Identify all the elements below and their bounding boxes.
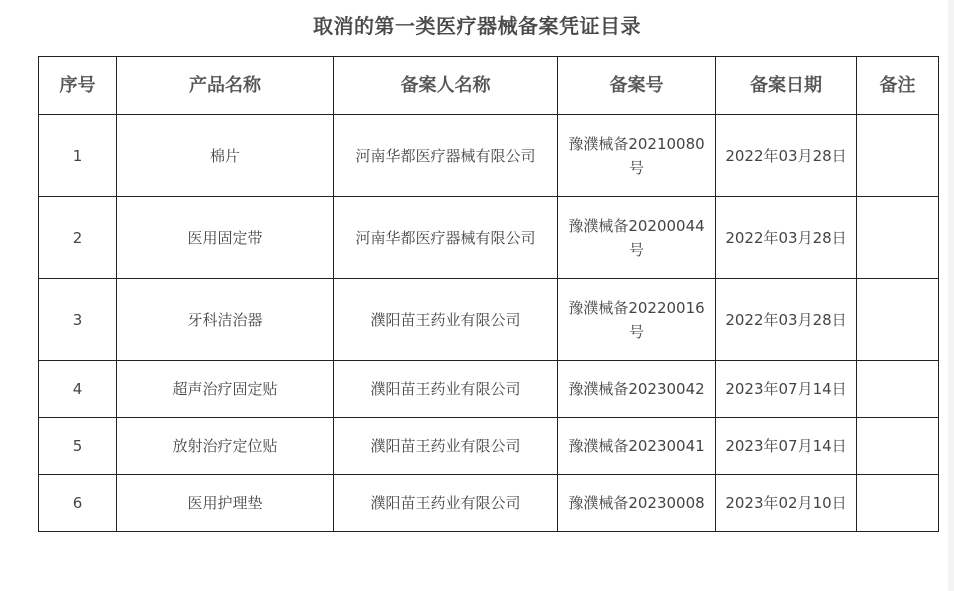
cell-filing-no: 豫濮械备20230042 <box>558 361 716 418</box>
cell-filing-date: 2022年03月28日 <box>716 197 857 279</box>
page-edge <box>948 0 954 591</box>
cell-filing-date: 2023年02月10日 <box>716 475 857 532</box>
table-row <box>39 418 939 475</box>
cell-filing-no: 豫濮械备20200044号 <box>558 197 716 279</box>
table-row <box>39 475 939 532</box>
cell-product-name: 牙科洁治器 <box>117 279 334 361</box>
cell-filing-date: 2023年07月14日 <box>716 361 857 418</box>
table-row <box>39 361 939 418</box>
cell-filing-date: 2022年03月28日 <box>716 115 857 197</box>
cell-registrant-name: 濮阳苗王药业有限公司 <box>334 279 558 361</box>
cell-registrant-name: 河南华都医疗器械有限公司 <box>334 197 558 279</box>
page-title: 取消的第一类医疗器械备案凭证目录 <box>313 14 641 38</box>
records-table <box>38 56 939 532</box>
cell-registrant-name: 濮阳苗王药业有限公司 <box>334 418 558 475</box>
header-serial-no: 序号 <box>39 57 117 115</box>
cell-product-name: 医用护理垫 <box>117 475 334 532</box>
cell-serial-no: 3 <box>39 279 117 361</box>
cell-serial-no: 5 <box>39 418 117 475</box>
cell-remarks <box>857 115 939 197</box>
cell-remarks <box>857 475 939 532</box>
cell-filing-no: 豫濮械备20220016号 <box>558 279 716 361</box>
cell-product-name: 超声治疗固定贴 <box>117 361 334 418</box>
cell-filing-date: 2022年03月28日 <box>716 279 857 361</box>
cell-filing-no: 豫濮械备20230041 <box>558 418 716 475</box>
cell-product-name: 棉片 <box>117 115 334 197</box>
cell-serial-no: 4 <box>39 361 117 418</box>
cell-filing-date: 2023年07月14日 <box>716 418 857 475</box>
table-row <box>39 197 939 279</box>
cell-filing-no: 豫濮械备20230008 <box>558 475 716 532</box>
cell-product-name: 医用固定带 <box>117 197 334 279</box>
cell-serial-no: 6 <box>39 475 117 532</box>
header-product-name: 产品名称 <box>117 57 334 115</box>
table-row <box>39 279 939 361</box>
cell-remarks <box>857 197 939 279</box>
cell-remarks <box>857 418 939 475</box>
cell-registrant-name: 濮阳苗王药业有限公司 <box>334 361 558 418</box>
header-registrant-name: 备案人名称 <box>334 57 558 115</box>
cell-serial-no: 1 <box>39 115 117 197</box>
cell-remarks <box>857 361 939 418</box>
cell-product-name: 放射治疗定位贴 <box>117 418 334 475</box>
header-filing-date: 备案日期 <box>716 57 857 115</box>
header-filing-no: 备案号 <box>558 57 716 115</box>
table-row <box>39 115 939 197</box>
cell-serial-no: 2 <box>39 197 117 279</box>
cell-remarks <box>857 279 939 361</box>
table-header-row <box>39 57 939 115</box>
cell-registrant-name: 河南华都医疗器械有限公司 <box>334 115 558 197</box>
cell-registrant-name: 濮阳苗王药业有限公司 <box>334 475 558 532</box>
cell-filing-no: 豫濮械备20210080号 <box>558 115 716 197</box>
header-remarks: 备注 <box>857 57 939 115</box>
